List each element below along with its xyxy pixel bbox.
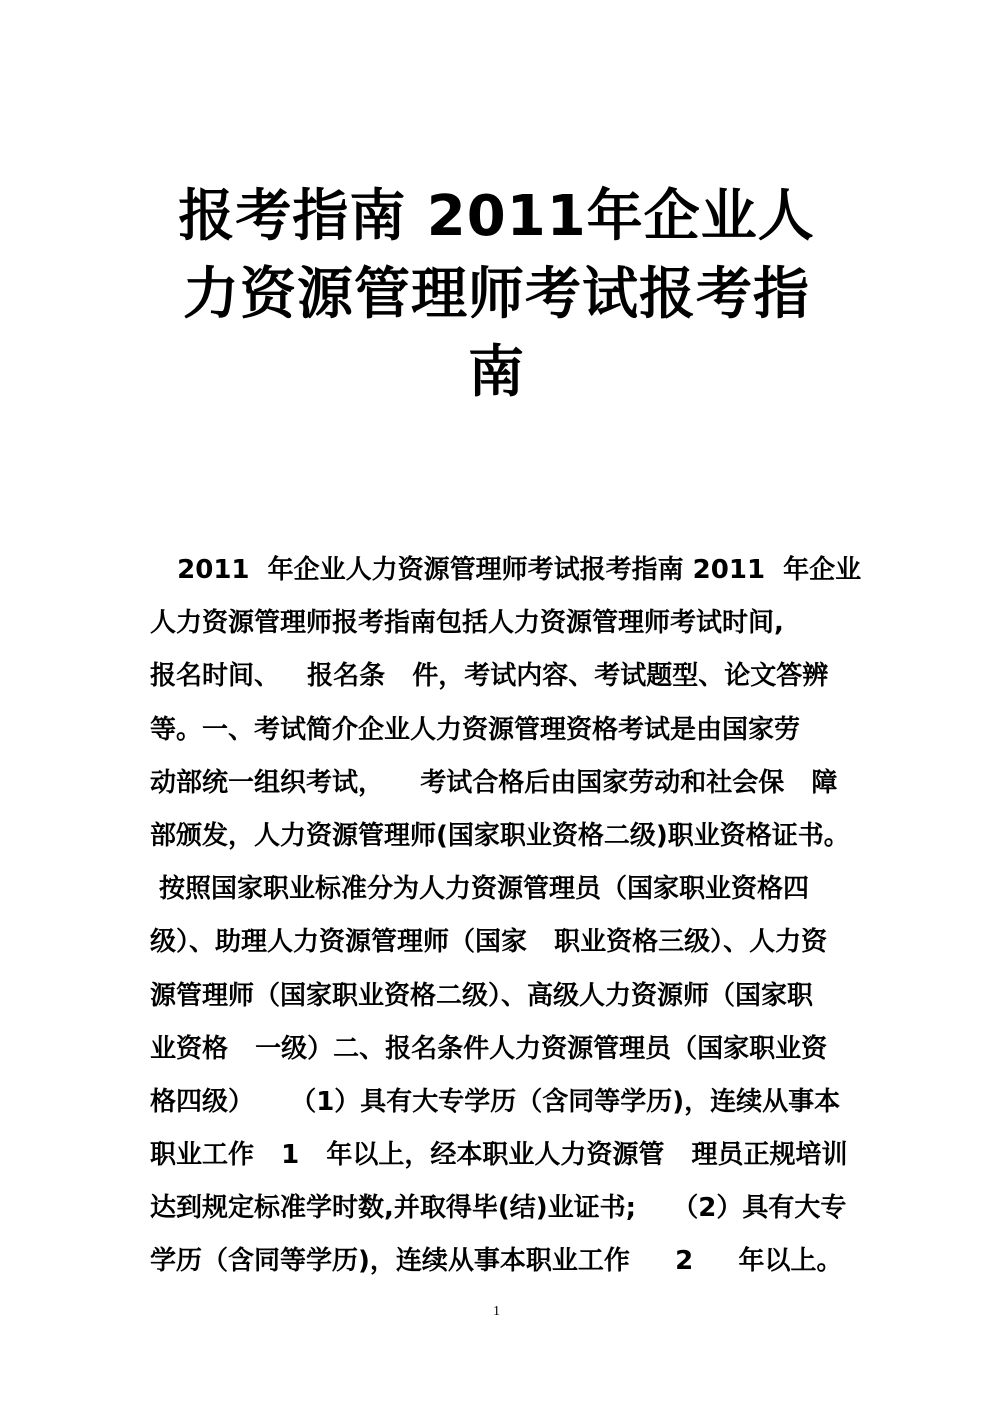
body-paragraph bbox=[150, 544, 862, 1289]
body-line: 级）、助理人力资源管理师（国家 职业资格三级）、人力资 bbox=[150, 927, 828, 958]
body-line: 动部统一组织考试， 考试合格后由国家劳动和社会保 障 bbox=[150, 767, 838, 798]
page-number: 1 bbox=[493, 1304, 500, 1319]
body-line: 学历（含同等学历)，连续从事本职业工作 2 年以上。 bbox=[150, 1246, 843, 1277]
body-line: 职业工作 1 年以上，经本职业人力资源管 理员正规培训 bbox=[150, 1140, 848, 1171]
body-line: 业资格 一级）二、报名条件人力资源管理员（国家职业资 bbox=[150, 1033, 828, 1064]
body-line: 源管理师（国家职业资格二级）、高级人力资源师（国家职 bbox=[150, 980, 814, 1011]
title-line-3: 南 bbox=[468, 340, 525, 405]
body-line: 达到规定标准学时数,并取得毕(结)业证书; （2）具有大专 bbox=[150, 1193, 847, 1224]
title-line-2: 力资源管理师考试报考指 bbox=[183, 262, 810, 327]
body-line: 人力资源管理师报考指南包括人力资源管理师考试时间, bbox=[150, 608, 784, 639]
title-line-1: 报考指南 2011年企业人 bbox=[178, 184, 815, 249]
body-line: 格四级） （1）具有大专学历（含同等学历)，连续从事本 bbox=[150, 1086, 841, 1117]
body-line: 按照国家职业标准分为人力资源管理员（国家职业资格四 bbox=[150, 874, 810, 905]
document-title bbox=[150, 178, 843, 412]
body-line: 等。一、考试简介企业人力资源管理资格考试是由国家劳 bbox=[150, 714, 801, 745]
body-line: 报名时间、 报名条 件，考试内容、考试题型、论文答辨 bbox=[150, 661, 829, 692]
body-line: 部颁发，人力资源管理师(国家职业资格二级)职业资格证书。 bbox=[150, 820, 850, 851]
body-line: 2011 年企业人力资源管理师考试报考指南 2011 年企业 bbox=[150, 555, 862, 585]
